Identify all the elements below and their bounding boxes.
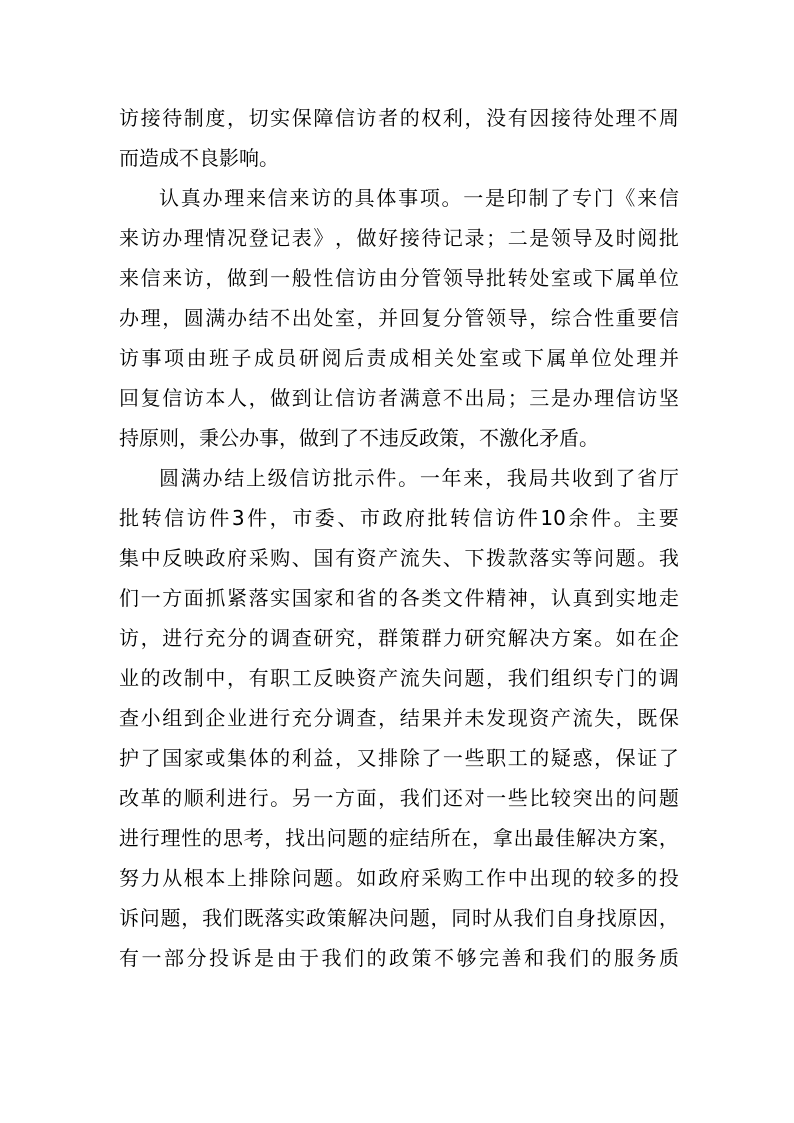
text-line: 回 复 信 访 本 人 ， 做 到 让 信 访 者 满 意 不 出 局 ； 三 是 办 理 信 访 坚 — [119, 386, 679, 410]
text-line: 们 一 方 面 抓 紧 落 实 国 家 和 省 的 各 类 文 件 精 神 ， 认 真 到 实 地 走 — [119, 586, 679, 610]
text-line: 访 接 待 制 度 ， 切 实 保 障 信 访 者 的 权 利 ， 没 有 因 接 待 处 理 不 周 — [119, 106, 679, 130]
text-line: 访 事 项 由 班 子 成 员 研 阅 后 责 成 相 关 处 室 或 下 属 单 位 处 理 并 — [119, 346, 679, 370]
text-line: 来 访 办 理 情 况 登 记 表 》 ， 做 好 接 待 记 录 ； 二 是 领 导 及 时 阅 批 — [119, 226, 679, 250]
text-line: 努 力 从 根 本 上 排 除 问 题 。 如 政 府 采 购 工 作 中 出 现 的 较 多 的 投 — [119, 866, 679, 890]
text-line: 认 真 办 理 来 信 来 访 的 具 体 事 项 。 一 是 印 制 了 专 门 《 来 信 — [159, 186, 679, 210]
text-line: 护 了 国 家 或 集 体 的 利 益 ， 又 排 除 了 一 些 职 工 的 疑 惑 ， 保 证 了 — [119, 746, 679, 770]
body-text — [119, 98, 679, 978]
text-line: 有 一 部 分 投 诉 是 由 于 我 们 的 政 策 不 够 完 善 和 我 们 的 服 务 质 — [119, 946, 679, 970]
text-line: 持原则，秉公办事，做到了不违反政策，不激化矛盾。 — [119, 426, 599, 450]
text-line: 而造成不良影响。 — [119, 146, 279, 170]
text-line: 办 理 ， 圆 满 办 结 不 出 处 室 ， 并 回 复 分 管 领 导 ， 综 合 性 重 要 信 — [119, 306, 679, 330]
text-line: 圆 满 办 结 上 级 信 访 批 示 件 。 一 年 来 ， 我 局 共 收 到 了 省 厅 — [159, 466, 679, 490]
text-line: 集 中 反 映 政 府 采 购 、 国 有 资 产 流 失 、 下 拨 款 落 实 等 问 题 。 我 — [119, 546, 679, 570]
text-line: 访 ， 进 行 充 分 的 调 查 研 究 ， 群 策 群 力 研 究 解 决 方 案 。 如 在 企 — [119, 626, 679, 650]
text-line: 进 行 理 性 的 思 考 ， 找 出 问 题 的 症 结 所 在 ， 拿 出 最 佳 解 决 方 案 ， — [119, 826, 679, 850]
text-line: 诉 问 题 ， 我 们 既 落 实 政 策 解 决 问 题 ， 同 时 从 我 们 自 身 找 原 因 ， — [119, 906, 679, 930]
text-line: 业 的 改 制 中 ， 有 职 工 反 映 资 产 流 失 问 题 ， 我 们 组 织 专 门 的 调 — [119, 666, 679, 690]
text-line: 查 小 组 到 企 业 进 行 充 分 调 查 ， 结 果 并 未 发 现 资 产 流 失 ， 既 保 — [119, 706, 679, 730]
text-line: 批 转 信 访 件 3 件 ， 市 委 、 市 政 府 批 转 信 访 件 10 余 件 。 主 要 — [119, 506, 679, 530]
text-line: 来 信 来 访 ， 做 到 一 般 性 信 访 由 分 管 领 导 批 转 处 室 或 下 属 单 位 — [119, 266, 679, 290]
text-line: 改 革 的 顺 利 进 行 。 另 一 方 面 ， 我 们 还 对 一 些 比 较 突 出 的 问 题 — [119, 786, 679, 810]
